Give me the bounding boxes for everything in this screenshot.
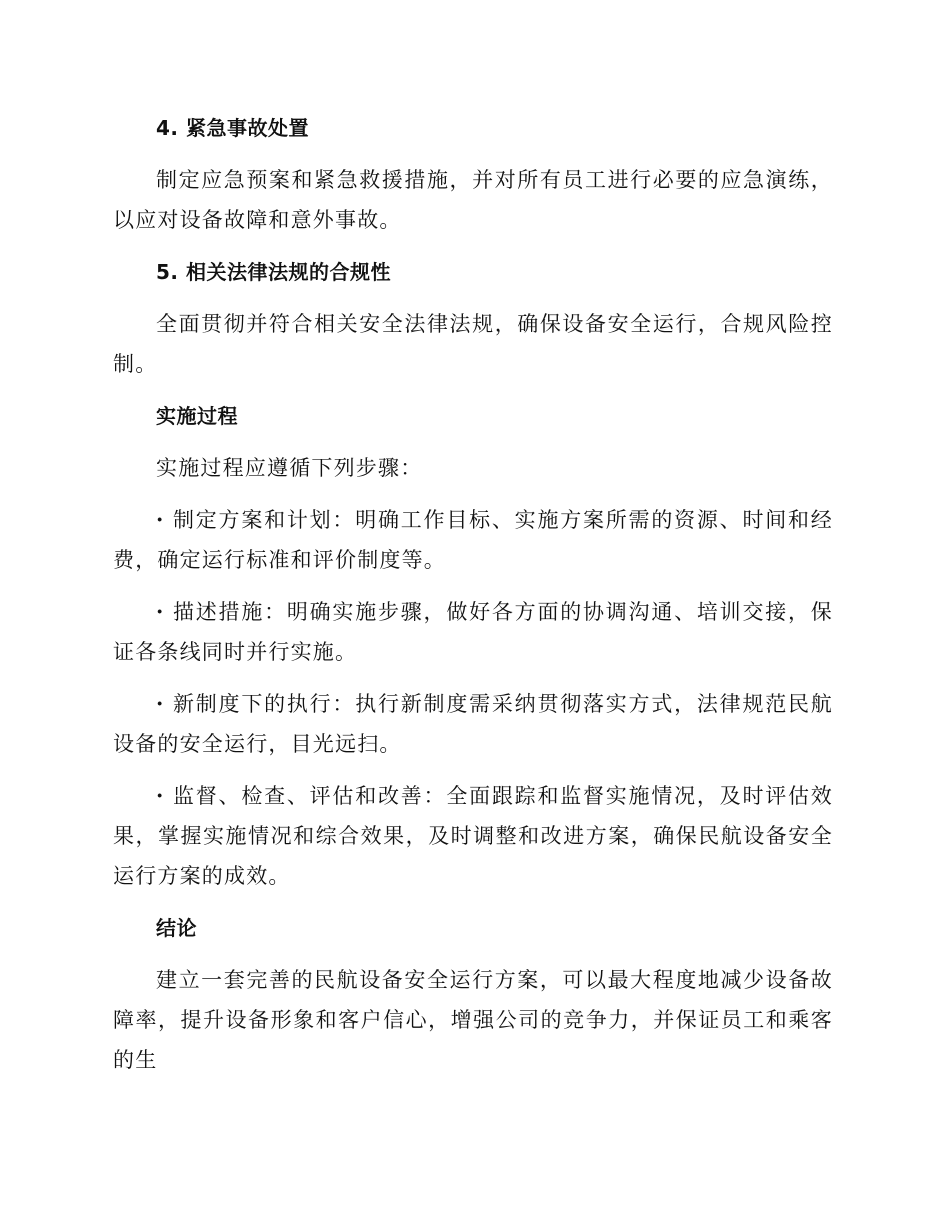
paragraph-conclusion: 建立一套完善的民航设备安全运行方案，可以最大程度地减少设备故障率，提升设备形象和客户信心，增强公司的竞争力，并保证员工和乘客的生 [113,968,833,1072]
bullet-text: 描述措施：明确实施步骤，做好各方面的协调沟通、培训交接，保证各条线同时并行实施。 [113,600,833,664]
paragraph-emergency: 制定应急预案和紧急救援措施，并对所有员工进行必要的应急演练，以应对设备故障和意外事故。 [113,168,833,232]
section-heading-compliance: 5. 相关法律法规的合规性 [156,260,391,284]
document-page [113,108,833,1092]
bullet-mark: · [156,507,165,532]
bullet-item [113,500,833,580]
paragraph-compliance: 全面贯彻并符合相关安全法律法规，确保设备安全运行，合规风险控制。 [113,312,833,376]
bullet-item [113,776,833,896]
bullet-item [113,684,833,764]
bullet-item [113,592,833,672]
section-heading-implementation: 实施过程 [156,404,238,428]
section-heading-conclusion: 结论 [156,916,197,940]
paragraph-implementation-intro: 实施过程应遵循下列步骤： [156,456,423,480]
bullet-mark: · [156,783,165,808]
bullet-mark: · [156,599,165,624]
bullet-text: 新制度下的执行：执行新制度需采纳贯彻落实方式，法律规范民航设备的安全运行，目光远扫。 [113,692,833,756]
bullet-text: 监督、检查、评估和改善：全面跟踪和监督实施情况，及时评估效果，掌握实施情况和综合效果，及时调整和改进方案，确保民航设备安全运行方案的成效。 [113,784,833,888]
bullet-mark: · [156,691,165,716]
section-heading-emergency: 4. 紧急事故处置 [156,116,309,140]
bullet-text: 制定方案和计划：明确工作目标、实施方案所需的资源、时间和经费，确定运行标准和评价制度等。 [113,508,833,572]
